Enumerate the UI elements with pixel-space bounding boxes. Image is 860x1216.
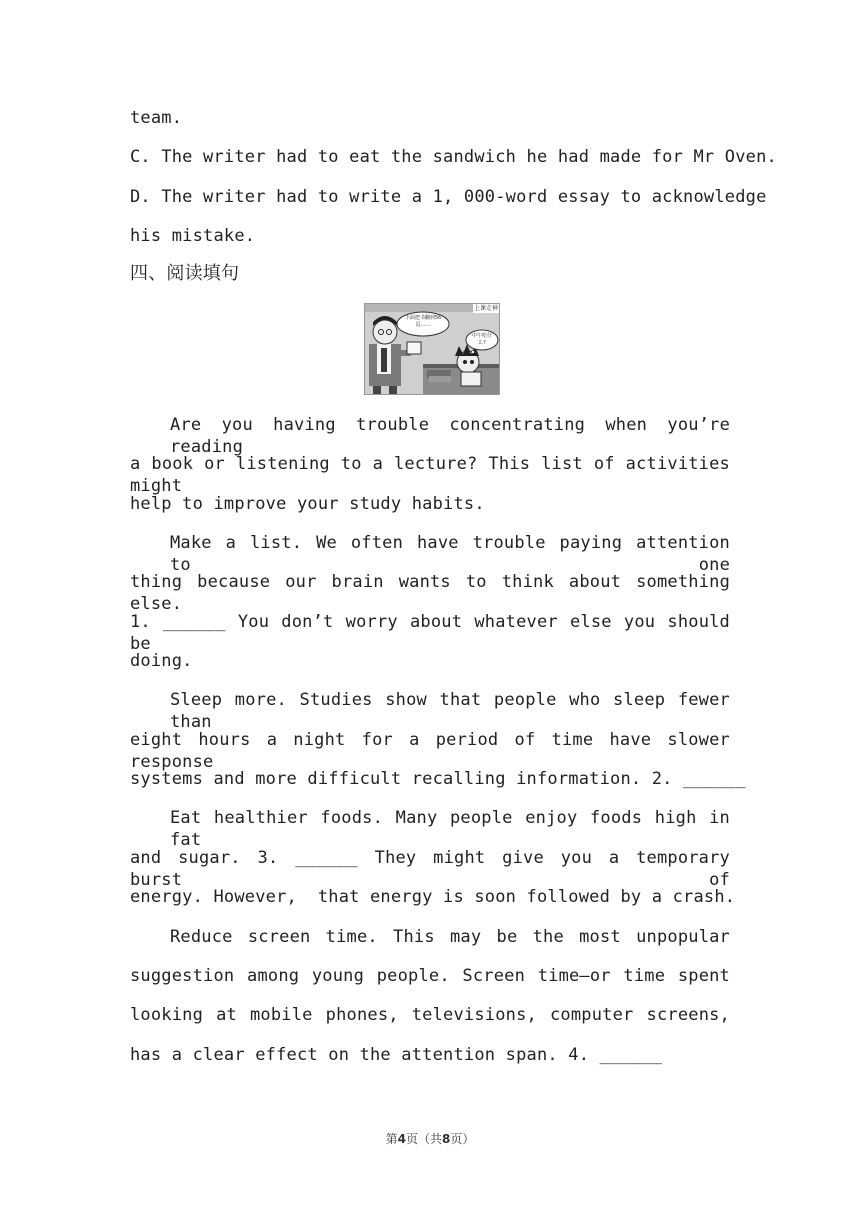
paragraph-line: help to improve your study habits. [130, 494, 485, 514]
blank-1-line: 1. ______ You don’t worry about whatever else you should be [130, 612, 730, 654]
blank-2-line: systems and more difficult recalling information. 2. ______ [130, 769, 746, 789]
footer-prefix: 第 [385, 1132, 398, 1146]
paragraph-line: Reduce screen time. This may be the most unpopular [170, 927, 730, 947]
footer-suffix: 页） [450, 1132, 475, 1146]
paragraph-line: suggestion among young people. Screen time—or time spent [130, 966, 730, 986]
page-footer [0, 1130, 860, 1147]
paragraph-line: eight hours a night for a period of time have slower response [130, 730, 730, 772]
paragraph-line: Make a list. We often have trouble paying attention to one [170, 533, 730, 575]
footer-mid: 页（共 [405, 1132, 442, 1146]
section-heading: 四、阅读填句 [130, 263, 240, 284]
text-line: team. [130, 108, 183, 128]
text-line: his mistake. [130, 226, 256, 246]
paragraph-line: a book or listening to a lecture? This list of activities might [130, 454, 730, 496]
option-d: D. The writer had to write a 1, 000-word essay to acknowledge [130, 187, 767, 207]
paragraph-line: energy. However, that energy is soon followed by a crash. [130, 887, 736, 907]
paragraph-line: Eat healthier foods. Many people enjoy foods high in fat [170, 808, 730, 850]
student-speech-bubble: 中午吃什么? [471, 333, 492, 346]
footer-total-pages: 8 [442, 1132, 451, 1146]
paragraph-line: thing because our brain wants to think about something else. [130, 572, 730, 614]
teacher-speech-bubble: 下面把书翻到56页…… [404, 315, 442, 328]
paragraph-line: Are you having trouble concentrating when you’re reading [170, 415, 730, 457]
blank-4-line: has a clear effect on the attention span. 4. ______ [130, 1045, 663, 1065]
footer-page-number: 4 [397, 1132, 406, 1146]
cartoon-illustration [364, 303, 500, 395]
cartoon-caption: 上课走神 [473, 305, 498, 312]
paragraph-line: Sleep more. Studies show that people who sleep fewer than [170, 690, 730, 732]
blank-3-line: and sugar. 3. ______ They might give you a temporary burst of [130, 848, 730, 890]
paragraph-line: doing. [130, 651, 193, 671]
paragraph-line: looking at mobile phones, televisions, computer screens, [130, 1005, 730, 1025]
option-c: C. The writer had to eat the sandwich he had made for Mr Oven. [130, 147, 777, 167]
